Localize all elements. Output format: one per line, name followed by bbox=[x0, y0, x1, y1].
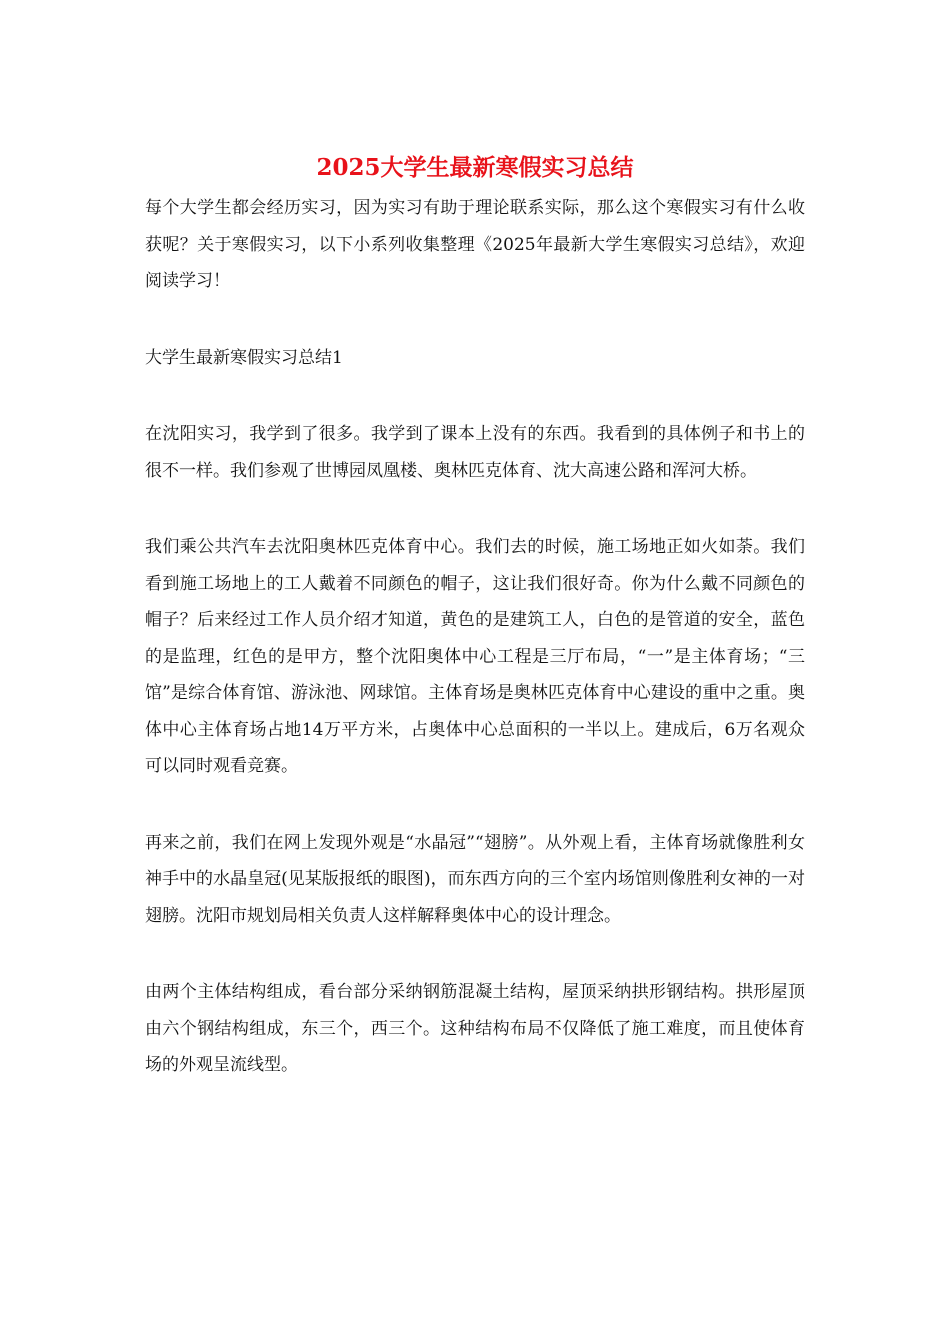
document-body bbox=[145, 190, 805, 1124]
section-heading: 大学生最新寒假实习总结1 bbox=[145, 347, 343, 368]
document-title: 2025大学生最新寒假实习总结 bbox=[316, 154, 634, 181]
intro-paragraph: 每个大学生都会经历实习，因为实习有助于理论联系实际，那么这个寒假实习有什么收获呢？关于寒假实习，以下小系列收集整理《2025年最新大学生寒假实习总结》，欢迎阅读学习！ bbox=[145, 198, 805, 291]
body-paragraph: 由两个主体结构组成，看台部分采纳钢筋混凝土结构，屋顶采纳拱形钢结构。拱形屋顶由六个钢结构组成，东三个，西三个。这种结构布局不仅降低了施工难度，而且使体育场的外观呈流线型。 bbox=[145, 982, 805, 1075]
body-paragraph: 再来之前，我们在网上发现外观是“水晶冠”“翅膀”。从外观上看，主体育场就像胜利女神手中的水晶皇冠(见某版报纸的眼图)，而东西方向的三个室内场馆则像胜利女神的一对翅膀。沈阳市规划局相关负责人这样解释奥体中心的设计理念。 bbox=[145, 832, 805, 926]
body-paragraph: 我们乘公共汽车去沈阳奥林匹克体育中心。我们去的时候，施工场地正如火如荼。我们看到施工场地上的工人戴着不同颜色的帽子，这让我们很好奇。你为什么戴不同颜色的帽子？后来经过工作人员介绍才知道，黄色的是建筑工人，白色的是管道的安全，蓝色的是监理，红色的是甲方，整个沈阳奥体中心工程是三厅布局，“一”是主体育场；“三馆”是综合体育馆、游泳池、网球馆。主体育场是奥林匹克体育中心建设的重中之重。奥体中心主体育场占地14万平方米，占奥体中心总面积的一半以上。建成后，6万名观众可以同时观看竞赛。 bbox=[145, 537, 805, 776]
body-paragraph: 在沈阳实习，我学到了很多。我学到了课本上没有的东西。我看到的具体例子和书上的很不一样。我们参观了世博园凤凰楼、奥林匹克体育、沈大高速公路和浑河大桥。 bbox=[145, 424, 805, 481]
